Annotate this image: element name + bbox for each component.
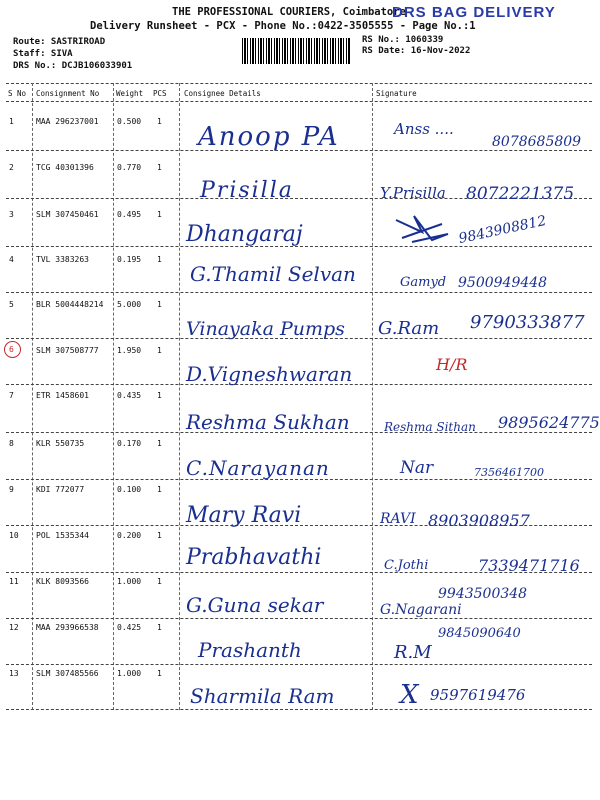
consignment-number: MAA 296237001 <box>36 117 99 126</box>
signature-scrawl: X <box>400 680 419 710</box>
weight-value: 5.000 <box>117 300 142 309</box>
row-divider <box>6 618 592 619</box>
weight-value: 0.500 <box>117 117 142 126</box>
barcode <box>242 38 350 64</box>
consignment-number: TCG 40301396 <box>36 163 94 172</box>
col-divider <box>113 83 114 710</box>
pcs-value: 1 <box>157 346 162 355</box>
pcs-value: 1 <box>157 485 162 494</box>
signature-scribble <box>392 212 454 248</box>
weight-value: 1.000 <box>117 669 142 678</box>
consignment-number: KLR 550735 <box>36 439 85 448</box>
row-sno: 7 <box>9 391 14 400</box>
pcs-value: 1 <box>157 300 162 309</box>
receiver-phone: 8078685809 <box>492 134 582 150</box>
route-label: Route: SASTRIROAD <box>13 37 106 47</box>
consignment-number: KDI 772077 <box>36 485 85 494</box>
receiver-phone: 9943500348 <box>438 586 528 602</box>
row-sno: 9 <box>9 485 14 494</box>
consignment-number: SLM 307485566 <box>36 669 99 678</box>
col-header-sno: S No <box>8 89 27 98</box>
bag-delivery-stamp: DRS BAG DELIVERY <box>392 4 556 21</box>
document-title: THE PROFESSIONAL COURIERS, Coimbatore <box>172 6 406 18</box>
receiver-phone: 9845090640 <box>438 626 521 641</box>
header-top-rule <box>6 83 592 84</box>
pcs-value: 1 <box>157 210 162 219</box>
consignee-name: C.Narayanan <box>186 456 330 480</box>
consignee-name: G.Guna sekar <box>186 593 324 617</box>
consignee-name: Vinayaka Pumps <box>186 318 345 340</box>
receiver-phone: 9597619476 <box>430 686 526 704</box>
pcs-value: 1 <box>157 623 162 632</box>
col-header-weight: Weight <box>116 89 144 98</box>
consignee-name: Mary Ravi <box>186 503 302 528</box>
signature-scrawl: Reshma Sithan <box>384 420 476 434</box>
row-divider <box>6 709 592 710</box>
col-divider <box>372 83 373 710</box>
row-sno: 5 <box>9 300 14 309</box>
weight-value: 0.425 <box>117 623 142 632</box>
consignment-number: TVL 3383263 <box>36 255 89 264</box>
signature-scrawl: RAVI <box>380 511 416 527</box>
receiver-phone: 8072221375 <box>466 184 575 204</box>
pcs-value: 1 <box>157 391 162 400</box>
signature-scrawl: G.Ram <box>378 318 440 339</box>
consignee-name: Dhangaraj <box>186 222 303 247</box>
col-header-pcs: PCS <box>153 89 167 98</box>
row-sno: 6 <box>9 345 14 354</box>
signature-scrawl: G.Nagarani <box>380 602 462 618</box>
consignment-number: ETR 1458601 <box>36 391 89 400</box>
rs-number: RS No.: 1060339 <box>362 35 444 45</box>
col-header-consignee: Consignee Details <box>184 89 261 98</box>
consignee-name: Prabhavathi <box>186 545 322 570</box>
weight-value: 0.770 <box>117 163 142 172</box>
col-header-signature: Signature <box>376 89 417 98</box>
weight-value: 0.100 <box>117 485 142 494</box>
consignee-name: Prashanth <box>198 638 302 662</box>
col-divider <box>179 83 180 710</box>
header-bottom-rule <box>6 101 592 102</box>
row-divider <box>6 292 592 293</box>
row-sno: 11 <box>9 577 19 586</box>
pcs-value: 1 <box>157 531 162 540</box>
receiver-phone: 9790333877 <box>470 312 585 333</box>
row-sno: 4 <box>9 255 14 264</box>
row-sno: 3 <box>9 210 14 219</box>
consignee-name: Prisilla <box>200 178 294 203</box>
rs-date: RS Date: 16-Nov-2022 <box>362 46 471 56</box>
drs-number: DRS No.: DCJB106033901 <box>13 61 133 71</box>
consignment-number: KLK 8093566 <box>36 577 89 586</box>
row-sno: 10 <box>9 531 19 540</box>
signature-scrawl: Anss .... <box>394 120 454 138</box>
row-sno: 2 <box>9 163 14 172</box>
signature-scrawl: Gamyd <box>400 275 447 290</box>
consignee-name: Reshma Sukhan <box>186 410 350 434</box>
return-note: H/R <box>436 355 468 374</box>
document-subtitle: Delivery Runsheet - PCX - Phone No.:0422-3505555 - Page No.:1 <box>90 20 476 32</box>
weight-value: 1.950 <box>117 346 142 355</box>
receiver-phone: 8903908957 <box>428 511 530 530</box>
weight-value: 0.495 <box>117 210 142 219</box>
row-sno: 8 <box>9 439 14 448</box>
consignment-number: POL 1535344 <box>36 531 89 540</box>
pcs-value: 1 <box>157 577 162 586</box>
weight-value: 0.170 <box>117 439 142 448</box>
weight-value: 0.200 <box>117 531 142 540</box>
row-sno: 1 <box>9 117 14 126</box>
col-header-consignment: Consignment No <box>36 89 100 98</box>
pcs-value: 1 <box>157 669 162 678</box>
consignee-name: Anoop PA <box>198 122 340 152</box>
pcs-value: 1 <box>157 255 162 264</box>
staff-label: Staff: SIVA <box>13 49 73 59</box>
receiver-phone: 7339471716 <box>478 556 580 575</box>
row-sno: 13 <box>9 669 19 678</box>
signature-scrawl: C.Jothi <box>384 558 429 573</box>
row-divider <box>6 664 592 665</box>
consignment-number: SLM 307508777 <box>36 346 99 355</box>
consignee-name: Sharmila Ram <box>190 684 335 708</box>
weight-value: 1.000 <box>117 577 142 586</box>
row-sno: 12 <box>9 623 19 632</box>
pcs-value: 1 <box>157 163 162 172</box>
consignee-name: G.Thamil Selvan <box>190 262 356 286</box>
receiver-phone: 9500949448 <box>458 275 548 291</box>
pcs-value: 1 <box>157 439 162 448</box>
consignee-name: D.Vigneshwaran <box>186 362 353 386</box>
receiver-phone: 7356461700 <box>474 466 544 479</box>
col-divider <box>32 83 33 710</box>
weight-value: 0.195 <box>117 255 142 264</box>
signature-scrawl: Nar <box>400 458 434 478</box>
pcs-value: 1 <box>157 117 162 126</box>
receiver-phone: 9843908812 <box>457 212 548 248</box>
signature-scrawl: R.M <box>394 642 432 663</box>
consignment-number: BLR 5004448214 <box>36 300 104 309</box>
signature-scrawl: Y.Prisilla <box>380 184 446 202</box>
receiver-phone: 9895624775 <box>498 413 600 432</box>
weight-value: 0.435 <box>117 391 142 400</box>
consignment-number: SLM 307450461 <box>36 210 99 219</box>
consignment-number: MAA 293966538 <box>36 623 99 632</box>
